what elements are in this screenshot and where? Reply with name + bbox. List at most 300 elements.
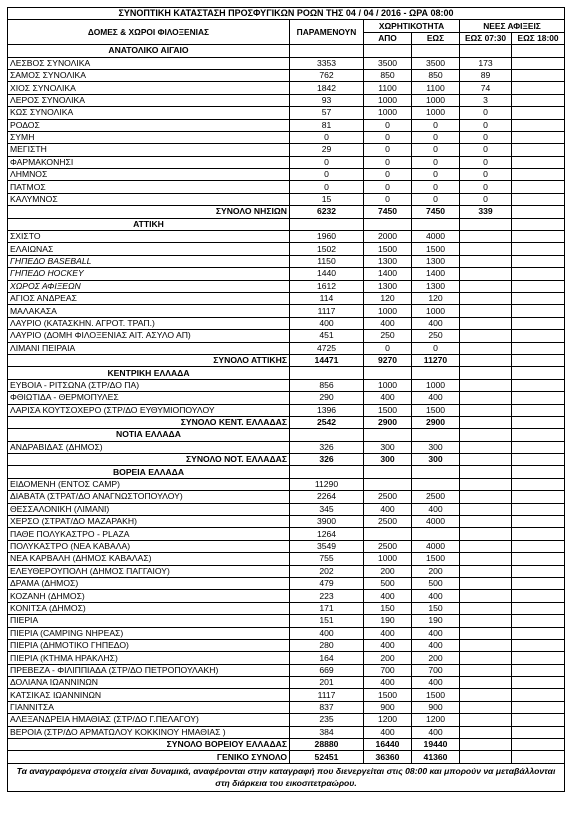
table-row [8,144,565,156]
remaining-cell: 451 [290,330,364,342]
arrivals-0730-cell [460,330,512,342]
location-name: ΠΙΕΡΙΑ (CAMPING ΝΗΡΕΑΣ) [8,627,290,639]
remaining-cell: 400 [290,317,364,329]
capacity-from-cell: 1000 [364,553,412,565]
arrivals-1800-cell [512,69,565,81]
arrivals-0730-cell [460,615,512,627]
arrivals-1800-cell [512,206,565,218]
arrivals-1800-cell [512,689,565,701]
capacity-from-cell: 1300 [364,255,412,267]
arrivals-1800-cell [512,491,565,503]
location-name: ΠΟΛΥΚΑΣΤΡΟ (ΝΕΑ ΚΑΒΑΛΑ) [8,540,290,552]
table-row [8,379,565,391]
arrivals-0730-cell [460,292,512,304]
table-row [8,69,565,81]
location-name: ΦΑΡΜΑΚΟΝΗΣΙ [8,156,290,168]
header-row-1 [8,20,565,32]
remaining-cell: 14471 [290,354,364,366]
capacity-from-cell: 900 [364,701,412,713]
table-row [8,317,565,329]
remaining-cell: 400 [290,627,364,639]
location-name: ΛΕΡΟΣ ΣΥΝΟΛΙΚΑ [8,94,290,106]
subtotal-row [8,454,565,466]
location-name: ΠΡΕΒΕΖΑ - ΦΙΛΙΠΠΙΑΔΑ (ΣΤΡ/ΔΟ ΠΕΤΡΟΠΟΥΛΑΚΗ) [8,664,290,676]
header-to: ΕΩΣ [412,32,460,44]
capacity-from-cell: 2500 [364,540,412,552]
table-row [8,280,565,292]
table-row [8,231,565,243]
capacity-to-cell: 0 [412,342,460,354]
location-name: ΣΑΜΟΣ ΣΥΝΟΛΙΚΑ [8,69,290,81]
table-row [8,181,565,193]
capacity-to-cell: 2900 [412,416,460,428]
capacity-to-cell: 4000 [412,540,460,552]
location-name: ΒΕΡΟΙΑ (ΣΤΡ/ΔΟ ΑΡΜΑΤΩΛΟΥ ΚΟΚΚΙΝΟΥ ΗΜΑΘΙΑΣ ) [8,726,290,738]
arrivals-0730-cell [460,255,512,267]
arrivals-1800-cell [512,193,565,205]
section-title: ΒΟΡΕΙΑ ΕΛΛΑΔΑ [8,466,290,478]
capacity-from-cell: 190 [364,615,412,627]
capacity-to-cell: 400 [412,503,460,515]
capacity-to-cell: 1500 [412,404,460,416]
summary-table [7,7,565,792]
section-title: ΑΝΑΤΟΛΙΚΟ ΑΙΓΑΙΟ [8,45,290,57]
remaining-cell: 755 [290,553,364,565]
capacity-to-cell: 400 [412,590,460,602]
empty-cell [512,367,565,379]
capacity-to-cell: 1500 [412,243,460,255]
arrivals-1800-cell [512,739,565,751]
capacity-from-cell: 3500 [364,57,412,69]
section-title: ΚΕΝΤΡΙΚΗ ΕΛΛΑΔΑ [8,367,290,379]
remaining-cell: 4725 [290,342,364,354]
location-name: ΑΓΙΟΣ ΑΝΔΡΕΑΣ [8,292,290,304]
arrivals-0730-cell [460,354,512,366]
remaining-cell: 280 [290,639,364,651]
table-row [8,503,565,515]
location-name: ΛΑΥΡΙΟ (ΚΑΤΑΣΚΗΝ. ΑΓΡΟΤ. ΤΡΑΠ.) [8,317,290,329]
remaining-cell: 29 [290,144,364,156]
capacity-from-cell: 0 [364,156,412,168]
arrivals-0730-cell: 0 [460,156,512,168]
capacity-to-cell: 4000 [412,231,460,243]
capacity-to-cell: 120 [412,292,460,304]
arrivals-1800-cell [512,677,565,689]
capacity-to-cell: 400 [412,677,460,689]
location-name: ΠΑΘΕ ΠΟΛΥΚΑΣΤΡΟ - PLAZA [8,528,290,540]
arrivals-1800-cell [512,392,565,404]
capacity-to-cell: 400 [412,726,460,738]
capacity-from-cell: 250 [364,330,412,342]
table-row [8,553,565,565]
remaining-cell: 1396 [290,404,364,416]
capacity-to-cell: 0 [412,119,460,131]
remaining-cell: 345 [290,503,364,515]
capacity-to-cell: 250 [412,330,460,342]
arrivals-0730-cell [460,454,512,466]
arrivals-0730-cell: 173 [460,57,512,69]
location-name: ΕΛΑΙΩΝΑΣ [8,243,290,255]
arrivals-1800-cell [512,454,565,466]
arrivals-0730-cell [460,305,512,317]
table-row [8,156,565,168]
arrivals-1800-cell [512,404,565,416]
empty-cell [290,45,364,57]
capacity-from-cell: 36360 [364,751,412,763]
capacity-from-cell [364,528,412,540]
arrivals-0730-cell [460,441,512,453]
remaining-cell: 52451 [290,751,364,763]
remaining-cell: 290 [290,392,364,404]
capacity-from-cell: 200 [364,565,412,577]
arrivals-0730-cell: 0 [460,169,512,181]
arrivals-0730-cell [460,416,512,428]
capacity-to-cell: 400 [412,627,460,639]
arrivals-1800-cell [512,131,565,143]
remaining-cell: 1960 [290,231,364,243]
capacity-to-cell: 300 [412,454,460,466]
arrivals-1800-cell [512,330,565,342]
capacity-to-cell: 1500 [412,689,460,701]
location-name: ΑΛΕΞΑΝΔΡΕΙΑ ΗΜΑΘΙΑΣ (ΣΤΡ/ΔΟ Γ.ΠΕΛΑΓΟΥ) [8,714,290,726]
capacity-from-cell: 1400 [364,268,412,280]
capacity-to-cell: 4000 [412,516,460,528]
arrivals-0730-cell [460,677,512,689]
capacity-from-cell: 500 [364,577,412,589]
capacity-from-cell: 2500 [364,516,412,528]
remaining-cell: 326 [290,454,364,466]
table-row [8,540,565,552]
remaining-cell: 762 [290,69,364,81]
empty-cell [460,218,512,230]
capacity-from-cell: 0 [364,193,412,205]
arrivals-1800-cell [512,516,565,528]
remaining-cell: 1440 [290,268,364,280]
capacity-to-cell: 400 [412,317,460,329]
arrivals-1800-cell [512,528,565,540]
location-name: ΦΘΙΩΤΙΔΑ - ΘΕΡΜΟΠΥΛΕΣ [8,392,290,404]
capacity-to-cell: 190 [412,615,460,627]
arrivals-1800-cell [512,231,565,243]
capacity-from-cell: 1000 [364,379,412,391]
capacity-from-cell: 1100 [364,82,412,94]
empty-cell [512,429,565,441]
capacity-from-cell: 2500 [364,491,412,503]
arrivals-1800-cell [512,565,565,577]
arrivals-0730-cell [460,516,512,528]
refugee-flows-report [7,7,564,792]
arrivals-0730-cell: 74 [460,82,512,94]
empty-cell [290,429,364,441]
arrivals-1800-cell [512,305,565,317]
arrivals-0730-cell [460,342,512,354]
remaining-cell: 2264 [290,491,364,503]
arrivals-0730-cell [460,590,512,602]
subtotal-label: ΣΥΝΟΛΟ ΝΟΤ. ΕΛΛΑΔΑΣ [8,454,290,466]
arrivals-0730-cell: 0 [460,193,512,205]
table-row [8,131,565,143]
table-row [8,516,565,528]
remaining-cell: 1117 [290,689,364,701]
capacity-from-cell: 9270 [364,354,412,366]
grand-total-row [8,751,565,763]
capacity-from-cell: 400 [364,627,412,639]
capacity-from-cell: 300 [364,454,412,466]
empty-cell [364,466,412,478]
arrivals-0730-cell [460,280,512,292]
capacity-to-cell: 1000 [412,107,460,119]
remaining-cell: 235 [290,714,364,726]
capacity-from-cell: 2000 [364,231,412,243]
arrivals-0730-cell [460,726,512,738]
empty-cell [412,429,460,441]
remaining-cell: 223 [290,590,364,602]
remaining-cell: 3353 [290,57,364,69]
remaining-cell: 202 [290,565,364,577]
location-name: ΠΙΕΡΙΑ [8,615,290,627]
arrivals-1800-cell [512,243,565,255]
remaining-cell: 2542 [290,416,364,428]
table-row [8,330,565,342]
table-row [8,590,565,602]
remaining-cell: 3549 [290,540,364,552]
capacity-to-cell: 0 [412,131,460,143]
capacity-to-cell: 1200 [412,714,460,726]
remaining-cell: 384 [290,726,364,738]
capacity-from-cell: 1300 [364,280,412,292]
section-header-row [8,429,565,441]
arrivals-0730-cell [460,231,512,243]
remaining-cell: 856 [290,379,364,391]
arrivals-0730-cell [460,689,512,701]
header-structures: ΔΟΜΕΣ & ΧΩΡΟΙ ΦΙΛΟΞΕΝΙΑΣ [8,20,290,45]
arrivals-1800-cell [512,726,565,738]
table-row [8,292,565,304]
arrivals-1800-cell [512,701,565,713]
remaining-cell: 1502 [290,243,364,255]
arrivals-0730-cell [460,639,512,651]
capacity-from-cell: 1000 [364,305,412,317]
location-name: ΛΑΥΡΙΟ (ΔΟΜΗ ΦΙΛΟΞΕΝΙΑΣ ΑΙΤ. ΑΣΥΛΟ ΑΠ) [8,330,290,342]
section-header-row [8,218,565,230]
arrivals-0730-cell [460,751,512,763]
capacity-from-cell: 0 [364,169,412,181]
subtotal-row [8,206,565,218]
empty-cell [512,466,565,478]
arrivals-1800-cell [512,292,565,304]
arrivals-0730-cell [460,491,512,503]
location-name: ΝΕΑ ΚΑΡΒΑΛΗ (ΔΗΜΟΣ ΚΑΒΑΛΑΣ) [8,553,290,565]
table-row [8,57,565,69]
remaining-cell: 0 [290,169,364,181]
location-name: ΛΑΡΙΣΑ ΚΟΥΤΣΟΧΕΡΟ (ΣΤΡ/ΔΟ ΕΥΘΥΜΙΟΠΟΥΛΟΥ [8,404,290,416]
empty-cell [364,429,412,441]
table-row [8,478,565,490]
section-title: ΑΤΤΙΚΗ [8,218,290,230]
remaining-cell: 0 [290,156,364,168]
table-row [8,119,565,131]
capacity-to-cell: 0 [412,181,460,193]
arrivals-0730-cell [460,577,512,589]
capacity-to-cell: 200 [412,565,460,577]
location-name: ΚΟΖΑΝΗ (ΔΗΜΟΣ) [8,590,290,602]
capacity-from-cell: 1000 [364,107,412,119]
table-row [8,639,565,651]
table-row [8,689,565,701]
empty-cell [290,218,364,230]
capacity-from-cell: 1200 [364,714,412,726]
arrivals-1800-cell [512,317,565,329]
table-row [8,441,565,453]
location-name: ΘΕΣΣΑΛΟΝΙΚΗ (ΛΙΜΑΝΙ) [8,503,290,515]
location-name: ΠΙΕΡΙΑ (ΚΤΗΜΑ ΗΡΑΚΛΗΣ) [8,652,290,664]
empty-cell [412,367,460,379]
arrivals-0730-cell [460,602,512,614]
arrivals-1800-cell [512,590,565,602]
capacity-from-cell: 120 [364,292,412,304]
footnote-row [8,763,565,791]
empty-cell [364,367,412,379]
empty-cell [412,466,460,478]
capacity-to-cell: 1500 [412,553,460,565]
capacity-to-cell: 300 [412,441,460,453]
remaining-cell: 837 [290,701,364,713]
location-name: ΕΙΔΟΜΕΝΗ (ΕΝΤΟΣ CAMP) [8,478,290,490]
remaining-cell: 669 [290,664,364,676]
arrivals-0730-cell: 0 [460,144,512,156]
location-name: ΔΡΑΜΑ (ΔΗΜΟΣ) [8,577,290,589]
location-name: ΓΗΠΕΔΟ HOCKEY [8,268,290,280]
arrivals-0730-cell [460,652,512,664]
location-name: ΣΧΙΣΤΟ [8,231,290,243]
location-name: ΧΙΟΣ ΣΥΝΟΛΙΚΑ [8,82,290,94]
arrivals-1800-cell [512,156,565,168]
remaining-cell: 28880 [290,739,364,751]
capacity-from-cell: 200 [364,652,412,664]
section-header-row [8,466,565,478]
arrivals-1800-cell [512,503,565,515]
remaining-cell: 1264 [290,528,364,540]
location-name: ΛΗΜΝΟΣ [8,169,290,181]
location-name: ΧΕΡΣΟ (ΣΤΡΑΤ/ΔΟ ΜΑΖΑΡΑΚΗ) [8,516,290,528]
capacity-to-cell: 400 [412,639,460,651]
arrivals-1800-cell [512,751,565,763]
report-title: ΣΥΝΟΠΤΙΚΗ ΚΑΤΑΣΤΑΣΗ ΠΡΟΣΦΥΓΙΚΩΝ ΡΟΩΝ ΤΗΣ 04 / 04 / 2016 - ΩΡΑ 08:00 [8,8,565,20]
capacity-to-cell: 1300 [412,255,460,267]
capacity-to-cell: 1000 [412,94,460,106]
location-name: ΕΛΕΥΘΕΡΟΥΠΟΛΗ (ΔΗΜΟΣ ΠΑΓΓΑΙΟΥ) [8,565,290,577]
empty-cell [412,45,460,57]
arrivals-1800-cell [512,627,565,639]
arrivals-1800-cell [512,342,565,354]
header-until-0730: ΕΩΣ 07:30 [460,32,512,44]
capacity-to-cell: 400 [412,392,460,404]
arrivals-1800-cell [512,107,565,119]
table-row [8,528,565,540]
subtotal-row [8,739,565,751]
remaining-cell: 0 [290,131,364,143]
capacity-to-cell: 700 [412,664,460,676]
remaining-cell: 93 [290,94,364,106]
arrivals-1800-cell [512,441,565,453]
capacity-from-cell [364,478,412,490]
remaining-cell: 3900 [290,516,364,528]
subtotal-row [8,354,565,366]
empty-cell [290,466,364,478]
table-row [8,565,565,577]
empty-cell [512,218,565,230]
table-row [8,652,565,664]
arrivals-1800-cell [512,181,565,193]
arrivals-0730-cell [460,739,512,751]
arrivals-1800-cell [512,602,565,614]
capacity-to-cell: 1000 [412,379,460,391]
remaining-cell: 114 [290,292,364,304]
capacity-to-cell: 0 [412,169,460,181]
table-row [8,491,565,503]
table-row [8,305,565,317]
arrivals-0730-cell [460,392,512,404]
remaining-cell: 15 [290,193,364,205]
remaining-cell: 11290 [290,478,364,490]
table-row [8,243,565,255]
remaining-cell: 1842 [290,82,364,94]
location-name: ΧΩΡΟΣ ΑΦΙΞΕΩΝ [8,280,290,292]
subtotal-label: ΣΥΝΟΛΟ ΝΗΣΙΩΝ [8,206,290,218]
empty-cell [460,429,512,441]
capacity-from-cell: 400 [364,317,412,329]
arrivals-0730-cell [460,701,512,713]
location-name: ΓΗΠΕΔΟ BASEBALL [8,255,290,267]
capacity-from-cell: 0 [364,144,412,156]
empty-cell [512,45,565,57]
capacity-to-cell: 0 [412,193,460,205]
capacity-from-cell: 400 [364,639,412,651]
location-name: ΑΝΔΡΑΒΙΔΑΣ (ΔΗΜΟΣ) [8,441,290,453]
capacity-from-cell: 300 [364,441,412,453]
subtotal-label: ΣΥΝΟΛΟ ΒΟΡΕΙΟΥ ΕΛΛΑΔΑΣ [8,739,290,751]
arrivals-0730-cell: 0 [460,131,512,143]
section-header-row [8,367,565,379]
location-name: ΚΟΝΙΤΣΑ (ΔΗΜΟΣ) [8,602,290,614]
capacity-from-cell: 850 [364,69,412,81]
arrivals-0730-cell [460,478,512,490]
arrivals-0730-cell: 0 [460,107,512,119]
capacity-from-cell: 400 [364,590,412,602]
capacity-to-cell: 2500 [412,491,460,503]
subtotal-row [8,416,565,428]
capacity-from-cell: 400 [364,503,412,515]
table-row [8,664,565,676]
arrivals-1800-cell [512,577,565,589]
arrivals-0730-cell [460,243,512,255]
capacity-from-cell: 1500 [364,243,412,255]
table-row [8,82,565,94]
remaining-cell: 151 [290,615,364,627]
arrivals-0730-cell [460,553,512,565]
header-until-1800: ΕΩΣ 18:00 [512,32,565,44]
remaining-cell: 1612 [290,280,364,292]
capacity-to-cell: 850 [412,69,460,81]
empty-cell [364,45,412,57]
arrivals-0730-cell [460,664,512,676]
location-name: ΚΩΣ ΣΥΝΟΛΙΚΑ [8,107,290,119]
header-from: ΑΠΟ [364,32,412,44]
location-name: ΜΕΓΙΣΤΗ [8,144,290,156]
capacity-from-cell: 1500 [364,689,412,701]
capacity-to-cell: 500 [412,577,460,589]
arrivals-1800-cell [512,379,565,391]
